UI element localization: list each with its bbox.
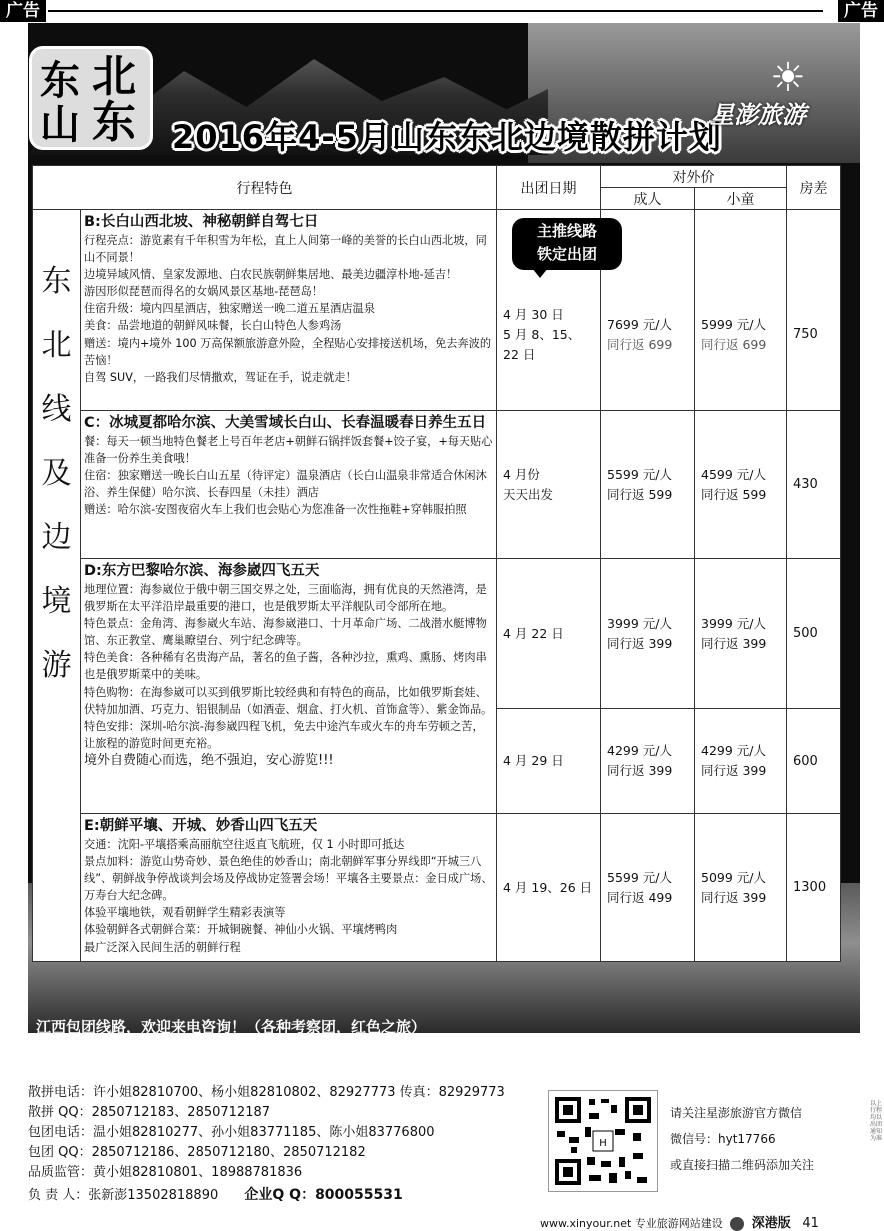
logo-char-1: 东 bbox=[40, 58, 80, 104]
route-d-closing: 境外自费随心而选，绝不强迫，安心游览!!! bbox=[84, 752, 334, 768]
route-b-description bbox=[81, 210, 497, 411]
contact-manager-row bbox=[28, 1185, 548, 1205]
manager: 负 责 人：张新澎13502818890 bbox=[28, 1188, 219, 1203]
adult-price: 5599 元/人 bbox=[607, 466, 672, 482]
child-rebate: 同行返 399 bbox=[701, 889, 767, 905]
region-logo bbox=[29, 46, 153, 150]
side-label bbox=[33, 210, 81, 962]
brand-name: 星澎旅游 bbox=[710, 101, 806, 129]
route-b-line: 美食：品尝地道的朝鲜风味餐，长白山特色人参鸡汤 bbox=[84, 319, 342, 333]
page-footer bbox=[540, 1212, 819, 1231]
route-e-line: 体验朝鲜各式朝鲜合菜：开城铜碗餐、神仙小火锅、平壤烤鸭肉 bbox=[84, 923, 398, 937]
wechat-line: 请关注星澎旅游官方微信 bbox=[670, 1106, 803, 1120]
side-char: 东 bbox=[41, 264, 72, 299]
adult-price: 7699 元/人 bbox=[607, 317, 672, 332]
header-adult: 成人 bbox=[601, 188, 695, 210]
child-price: 4299 元/人 bbox=[701, 743, 766, 758]
route-b-date: 4 月 30 日 5 月 8、15、22 日 bbox=[497, 210, 601, 411]
child-rebate: 同行返 599 bbox=[701, 486, 767, 502]
contact-line: 散拼 QQ：2850712183、2850712187 bbox=[28, 1105, 271, 1120]
route-c-line: 住宿：独家赠送一晚长白山五星（待评定）温泉酒店（长白山温泉非常适合休闲沐浴、养生保健）哈尔滨、长春四星（未挂）酒店 bbox=[84, 469, 487, 500]
page-title: 2016年4-5月山东东北边境散拼计划 bbox=[172, 118, 722, 156]
contact-line: 包团 QQ：2850712186、2850712180、2850712182 bbox=[28, 1145, 366, 1160]
adult-rebate: 同行返 399 bbox=[607, 635, 673, 651]
route-c-title: C：冰城夏都哈尔滨、大美雪域长白山、长春温暖春日养生五日 bbox=[84, 415, 487, 431]
route-d-room-diff-2: 600 bbox=[787, 709, 841, 814]
northeast-routes-head: 东北三省常规线路4-8天 bbox=[28, 1056, 169, 1071]
route-e-line: 交通：沈阳-平壤搭乘高丽航空往返直飞航班，仅 1 小时即可抵达 bbox=[84, 838, 405, 851]
footer-site: www.xinyour.net 专业旅游网站建设 bbox=[540, 1217, 723, 1230]
child-price: 5999 元/人 bbox=[701, 317, 766, 332]
route-c-line: 赠送：哈尔滨-安图夜宿火车上我们也会贴心为您准备一次性拖鞋+穿韩服拍照 bbox=[84, 503, 467, 517]
vertical-note: 以上行程均以出团通知为准 bbox=[870, 1100, 883, 1142]
logo-char-2: 北 bbox=[92, 51, 136, 102]
edition-icon bbox=[730, 1217, 744, 1231]
adult-rebate: 同行返 599 bbox=[607, 486, 673, 502]
route-b-line: 游因形似琵琶而得名的女娲风景区基地-琵琶岛！ bbox=[84, 285, 323, 299]
child-rebate: 同行返 399 bbox=[701, 763, 767, 778]
route-e-date: 4 月 19、26 日 bbox=[497, 814, 601, 962]
sun-icon: ☀ bbox=[770, 55, 806, 101]
adult-rebate: 同行返 499 bbox=[607, 889, 673, 905]
route-c-child-price bbox=[695, 411, 787, 559]
route-d-adult-price-2 bbox=[601, 709, 695, 814]
wechat-id: 微信号：hyt17766 bbox=[670, 1132, 776, 1146]
shandong-routes bbox=[28, 1034, 519, 1053]
header-date: 出团日期 bbox=[497, 166, 601, 210]
shandong-routes-tail: （青岛、蓬莱、威海、济南、泰安、曲阜、荷泽、枣庄、杜郎口、微山湖、台儿庄） bbox=[186, 1042, 520, 1052]
route-b-line: 赠送：境内+境外 100 万高保额旅游意外险，全程贴心安排接送机场，免去奔波的苦恼！ bbox=[84, 336, 492, 367]
route-d-line: 特色安排：深圳-哈尔滨-海参崴四程飞机，免去中途汽车或火车的舟车劳顿之苦，让旅程的游览时间更充裕。 bbox=[84, 719, 484, 750]
route-b-room-diff: 750 bbox=[787, 210, 841, 411]
contact-line: 包团电话：温小姐82810277、孙小姐83771185、陈小姐83776800 bbox=[28, 1125, 435, 1140]
adult-price: 4299 元/人 bbox=[607, 743, 672, 758]
route-c-line: 餐：每天一顿当地特色餐老上号百年老店+朝鲜石锅拌饭套餐+饺子宴，+每天贴心准备一份养生美食哦！ bbox=[84, 435, 493, 466]
wechat-qr-code bbox=[548, 1090, 658, 1192]
route-d-line: 地理位置：海参崴位于俄中朝三国交界之处，三面临海，拥有优良的天然港湾，是俄罗斯在太平洋沿岸最重要的港口，也是俄罗斯太平洋舰队司令部所在地。 bbox=[84, 583, 487, 614]
route-b-title: B:长白山西北坡、神秘朝鲜自驾七日 bbox=[84, 214, 319, 230]
child-price: 4599 元/人 bbox=[701, 466, 766, 482]
side-char: 边 bbox=[41, 520, 72, 555]
contact-line: 散拼电话：许小姐82810700、杨小姐82810802、82927773 传真：82929773 bbox=[28, 1085, 505, 1100]
route-d-child-price-1 bbox=[695, 559, 787, 709]
child-rebate: 同行返 699 bbox=[701, 337, 767, 352]
route-e-line: 最广泛深入民间生活的朝鲜行程 bbox=[84, 940, 241, 954]
featured-route-badge bbox=[512, 218, 622, 270]
top-bar bbox=[0, 0, 884, 24]
header-price: 对外价 bbox=[601, 166, 787, 188]
adult-price: 5599 元/人 bbox=[607, 869, 672, 885]
header-child: 小童 bbox=[695, 188, 787, 210]
logo-char-4: 东 bbox=[92, 97, 136, 148]
contact-block bbox=[28, 1083, 548, 1205]
route-c-adult-price bbox=[601, 411, 695, 559]
route-c-description bbox=[81, 411, 497, 559]
side-char: 游 bbox=[41, 648, 72, 683]
footer-edition: 深港版 bbox=[751, 1216, 791, 1231]
wechat-line: 或直接扫描二维码添加关注 bbox=[670, 1158, 815, 1172]
side-char: 境 bbox=[41, 584, 72, 619]
route-d-line: 特色景点：金角湾、海参崴火车站、海参崴港口、十月革命广场、二战潜水艇博物馆、东正教堂、鹰巢瞭望台、列宁纪念碑等。 bbox=[84, 617, 487, 648]
route-b-line: 边境异域风情、皇家发源地、白农民族朝鲜集居地、最美边疆淳朴地-延吉！ bbox=[84, 268, 458, 282]
route-d-description bbox=[81, 559, 497, 814]
adult-price: 3999 元/人 bbox=[607, 615, 672, 631]
child-price: 3999 元/人 bbox=[701, 615, 766, 631]
route-e-line: 体验平壤地铁，观看朝鲜学生精彩表演等 bbox=[84, 906, 286, 920]
top-rule bbox=[48, 10, 823, 12]
route-d-room-diff-1: 500 bbox=[787, 559, 841, 709]
badge-line: 铁定出团 bbox=[536, 245, 597, 263]
group-tour-headline: 江西包团线路，欢迎来电咨询！（各种考察团，红色之旅） bbox=[36, 1018, 427, 1036]
adult-rebate: 同行返 699 bbox=[607, 337, 673, 352]
side-char: 线 bbox=[41, 392, 72, 427]
route-e-adult-price bbox=[601, 814, 695, 962]
badge-line: 主推线路 bbox=[536, 222, 597, 240]
northeast-routes-tail: （沈阳、锦州、秦皇岛、阿城、尚志、佳木斯、伊春、长白山、五常、延吉、长春、海林、牡丹江、五大连池、 bbox=[168, 1060, 610, 1070]
route-d-title: D:东方巴黎哈尔滨、海参崴四飞五天 bbox=[84, 563, 320, 579]
route-b-line: 自驾 SUV，一路我们尽情撒欢，驾证在手，说走就走！ bbox=[84, 370, 357, 384]
child-rebate: 同行返 399 bbox=[701, 635, 767, 651]
page-number: 41 bbox=[802, 1216, 819, 1231]
ad-label-left: 广告 bbox=[0, 0, 46, 22]
route-b-line: 住宿升级：境内四星酒店，独家赠送一晚二道五星酒店温泉 bbox=[84, 302, 375, 316]
header-room-diff: 房差 bbox=[787, 166, 841, 210]
route-d-date-1: 4 月 22 日 bbox=[497, 559, 601, 709]
route-e-child-price bbox=[695, 814, 787, 962]
side-char: 北 bbox=[41, 328, 72, 363]
route-b-child-price bbox=[695, 210, 787, 411]
northeast-routes bbox=[28, 1052, 610, 1071]
route-c-date: 4 月份 天天出发 bbox=[497, 411, 601, 559]
route-d-date-2: 4 月 29 日 bbox=[497, 709, 601, 814]
child-price: 5099 元/人 bbox=[701, 869, 766, 885]
ad-label-right: 广告 bbox=[838, 0, 884, 22]
route-e-room-diff: 1300 bbox=[787, 814, 841, 962]
adult-rebate: 同行返 399 bbox=[607, 763, 673, 778]
side-char: 及 bbox=[41, 456, 72, 491]
header-features: 行程特色 bbox=[33, 166, 497, 210]
route-d-line: 特色购物：在海参崴可以买到俄罗斯比较经典和有特色的商品，比如俄罗斯套娃、伏特加加酒、巧克力、铝银制品（如酒壶、烟盒、打火机、首饰盒等）、紫金饰品。 bbox=[84, 685, 493, 716]
route-e-description bbox=[81, 814, 497, 962]
svg-text:H: H bbox=[599, 1138, 607, 1149]
route-d-child-price-2 bbox=[695, 709, 787, 814]
contact-line: 品质监管：黄小姐82810801、18988781836 bbox=[28, 1165, 303, 1180]
wechat-info bbox=[670, 1100, 814, 1178]
route-e-title: E:朝鲜平壤、开城、妙香山四飞五天 bbox=[84, 818, 318, 834]
tour-table bbox=[32, 165, 841, 962]
logo-char-3: 山 bbox=[40, 102, 80, 148]
qr-pattern-icon bbox=[549, 1091, 657, 1191]
brand-logo bbox=[700, 55, 860, 135]
route-d-adult-price-1 bbox=[601, 559, 695, 709]
route-b-line: 行程亮点：游览素有千年积雪为年松，直上人间第一峰的美誉的长白山西北坡，同山不同景！ bbox=[84, 234, 487, 265]
shandong-routes-head: 大连、山东常规线路 5-7天 bbox=[28, 1038, 187, 1053]
route-d-line: 特色美食：各种稀有名贵海产品，著名的鱼子酱，各种沙拉，熏鸡、熏肠、烤肉串也是俄罗斯菜中的美味。 bbox=[84, 651, 487, 682]
northeast-routes-cont: 镜泊湖、齐齐哈尔、大庆、海参崴、丹东、朝鲜） bbox=[28, 1073, 227, 1083]
enterprise-qq: 企业Q Q：800055531 bbox=[244, 1187, 403, 1203]
route-c-room-diff: 430 bbox=[787, 411, 841, 559]
route-e-line: 景点加料：游览山势奇妙、景色绝佳的妙香山；南北朝鲜军事分界线即“开城三八线”、朝鲜战争停战谈判会场及停战协定签署会场！平壤各主要景点：金日成广场、万寿台大纪念碑。 bbox=[84, 855, 493, 903]
